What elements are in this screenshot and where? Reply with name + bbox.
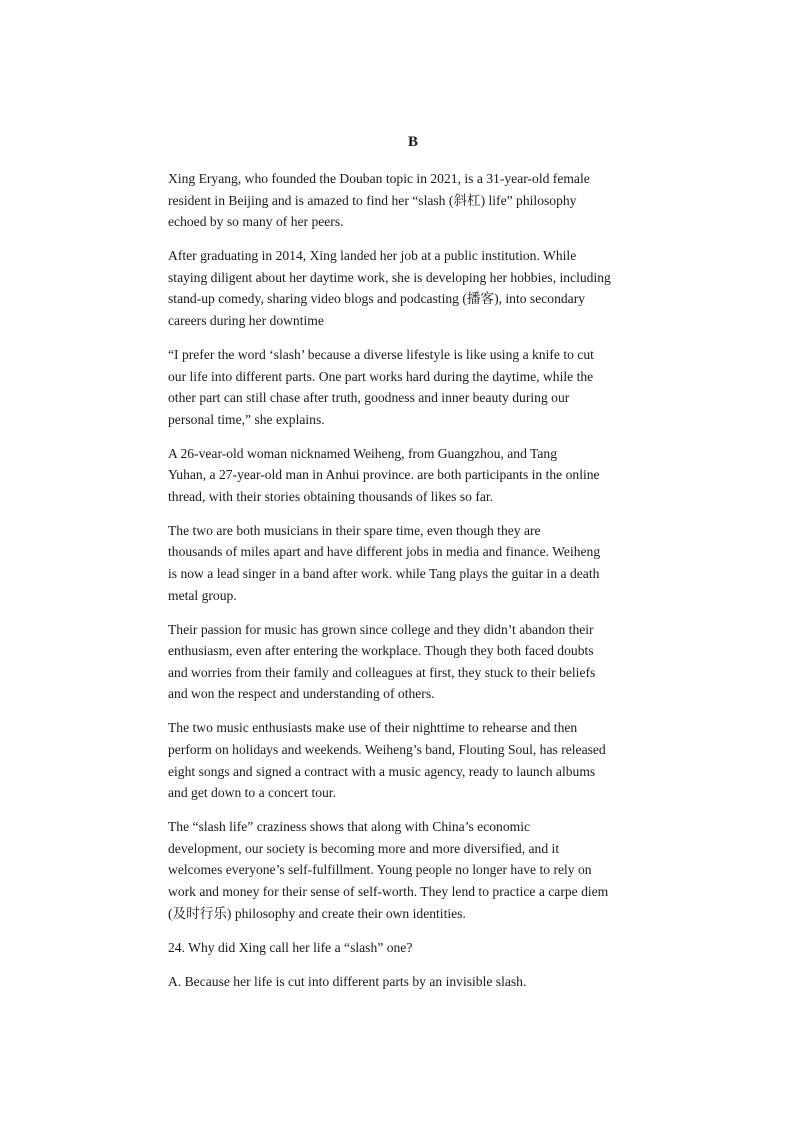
text-line: other part can still chase after truth, goodness and inner beauty during our [168,390,570,406]
text-line: resident in Beijing and is amazed to find her “slash (斜杠) life” philosophy [168,192,577,208]
text-line: Xing Eryang, who founded the Douban topic in 2021, is a 31-year-old female [168,171,590,186]
paragraph [152,816,672,924]
text-line: stand-up comedy, sharing video blogs and podcasting (播客), into secondary [168,291,586,307]
text-line: welcomes everyone’s self-fulfillment. Young people no longer have to rely on [168,862,592,878]
text-line: work and money for their sense of self-worth. They lend to practice a carpe diem [168,883,609,899]
text-line: metal group. [168,587,237,603]
text-line: perform on holidays and weekends. Weiheng’s band, Flouting Soul, has released [168,742,606,757]
text-line: eight songs and signed a contract with a music agency, ready to launch albums [168,763,596,779]
text-line: Their passion for music has grown since college and they didn’t abandon their [168,621,594,637]
text-line: The two are both musicians in their spare time, even though they are [168,522,541,538]
text-line: and worries from their family and colleagues at first, they stuck to their beliefs [168,664,596,680]
section-heading: B [407,134,418,150]
answer-option [152,971,672,993]
text-line: The two music enthusiasts make use of their nighttime to rehearse and then [168,720,578,736]
text-line: and get down to a concert tour. [168,785,336,801]
paragraph [152,619,672,705]
article-body [152,168,672,1005]
text-line: echoed by so many of her peers. [168,214,344,230]
text-line: Yuhan, a 27-year-old man in Anhui province. are both participants in the online [168,467,600,483]
text-line: “I prefer the word ‘slash’ because a diverse lifestyle is like using a knife to cut [168,346,594,362]
question [152,937,672,959]
text-line: is now a lead singer in a band after work. while Tang plays the guitar in a death [168,566,600,582]
text-line: A 26-vear-old woman nicknamed Weiheng, from Guangzhou, and Tang [168,445,558,461]
paragraph [152,245,672,331]
text-line: After graduating in 2014, Xing landed her job at a public institution. While [168,248,577,264]
text-line: enthusiasm, even after entering the workplace. Though they both faced doubts [168,643,594,659]
text-line: (及时行乐) philosophy and create their own identities. [168,905,466,921]
text-line: thousands of miles apart and have different jobs in media and finance. Weiheng [168,544,601,560]
text-line: thread, with their stories obtaining thousands of likes so far. [168,488,494,504]
text-line: 24. Why did Xing call her life a “slash” one? [168,939,413,955]
paragraph [152,168,672,233]
text-line: and won the respect and understanding of others. [168,686,435,702]
text-line: our life into different parts. One part works hard during the daytime, while the [168,368,594,384]
paragraph [152,344,672,430]
text-line: personal time,” she explains. [168,411,325,427]
text-line: The “slash life” craziness shows that along with China’s economic [168,819,531,835]
text-line: A. Because her life is cut into different parts by an invisible slash. [168,973,527,989]
text-line: staying diligent about her daytime work, she is developing her hobbies, including [168,269,611,285]
paragraph [152,717,672,803]
paragraph [152,520,672,606]
paragraph [152,443,672,508]
text-line: development, our society is becoming more and more diversified, and it [168,840,560,856]
text-line: careers during her downtime [168,312,324,328]
